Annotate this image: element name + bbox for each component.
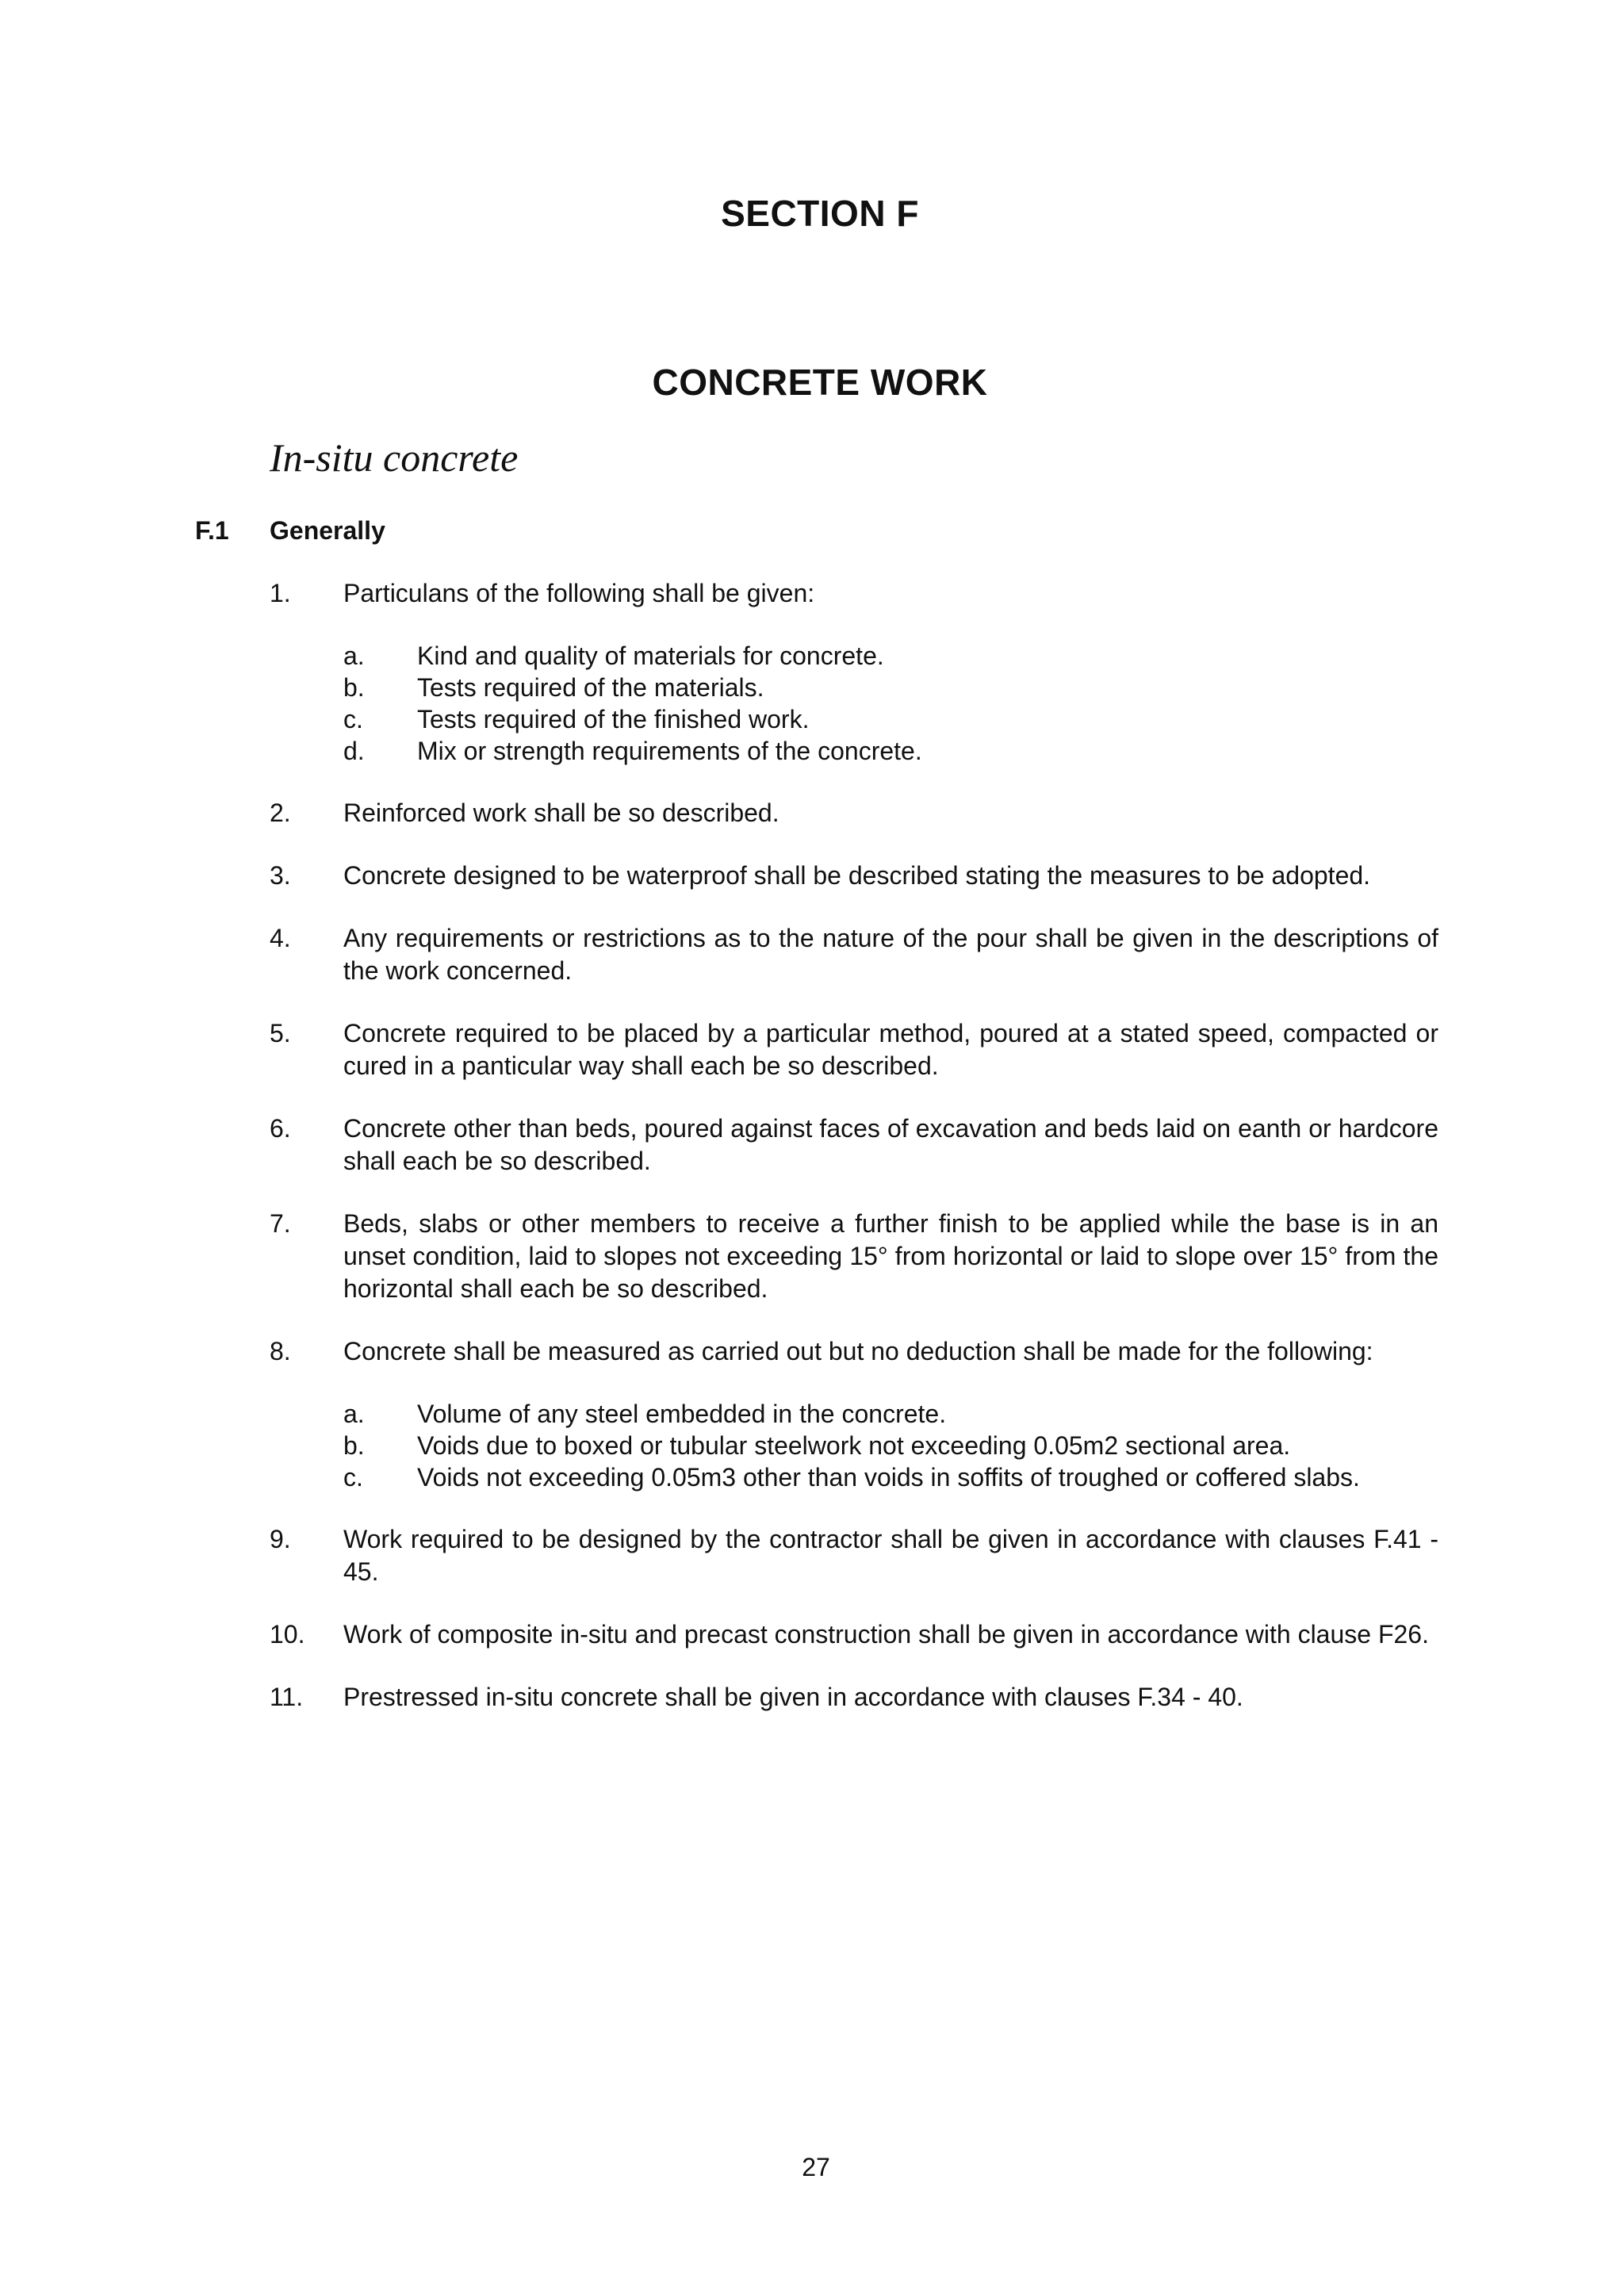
sub-item-letter: b. bbox=[343, 1431, 365, 1460]
item-number: 7. bbox=[270, 1209, 291, 1238]
item-text: Reinforced work shall be so described. bbox=[343, 798, 779, 827]
sub-item-letter: c. bbox=[343, 705, 363, 733]
item-number: 3. bbox=[270, 861, 291, 890]
list-item bbox=[270, 922, 1438, 987]
list-item bbox=[270, 860, 1438, 892]
list-item bbox=[270, 1618, 1438, 1651]
item-number: 10. bbox=[270, 1620, 305, 1649]
sub-item-letter: d. bbox=[343, 737, 365, 765]
sub-list bbox=[343, 1398, 1438, 1493]
item-text: Work of composite in-situ and precast construction shall be given in accordance with clause F26. bbox=[343, 1620, 1429, 1649]
item-text: Particulans of the following shall be given: bbox=[343, 579, 815, 607]
item-text: Concrete other than beds, poured against faces of excavation and beds laid on eanth or hardcore shall each be so described. bbox=[343, 1114, 1438, 1175]
list-item bbox=[270, 1335, 1438, 1493]
sub-list-item bbox=[343, 735, 1438, 767]
list-item bbox=[270, 1113, 1438, 1178]
sub-list-item bbox=[343, 672, 1438, 703]
subheading: In-situ concrete bbox=[270, 435, 519, 480]
sub-item-letter: c. bbox=[343, 1463, 363, 1492]
sub-item-text: Volume of any steel embedded in the concrete. bbox=[417, 1400, 947, 1428]
sub-item-letter: b. bbox=[343, 673, 365, 702]
sub-item-text: Tests required of the materials. bbox=[417, 673, 764, 702]
sub-item-text: Tests required of the finished work. bbox=[417, 705, 810, 733]
sub-item-text: Kind and quality of materials for concrete. bbox=[417, 641, 884, 670]
sub-list-item bbox=[343, 703, 1438, 735]
item-number: 2. bbox=[270, 798, 291, 827]
sub-item-letter: a. bbox=[343, 641, 365, 670]
item-number: 9. bbox=[270, 1525, 291, 1553]
clause-title: Generally bbox=[270, 516, 385, 545]
list-item bbox=[270, 1681, 1438, 1714]
item-text: Prestressed in-situ concrete shall be given in accordance with clauses F.34 - 40. bbox=[343, 1683, 1243, 1711]
item-number: 4. bbox=[270, 924, 291, 952]
item-text: Work required to be designed by the contractor shall be given in accordance with clauses F.41 - 45. bbox=[343, 1525, 1438, 1586]
item-number: 11. bbox=[270, 1683, 304, 1711]
sub-list bbox=[343, 640, 1438, 767]
item-text: Any requirements or restrictions as to the nature of the pour shall be given in the descriptions of the work concerned. bbox=[343, 924, 1438, 985]
page-number: 27 bbox=[802, 2153, 830, 2181]
sub-item-letter: a. bbox=[343, 1400, 365, 1428]
list-item bbox=[270, 1017, 1438, 1082]
sub-item-text: Voids not exceeding 0.05m3 other than voids in soffits of troughed or coffered slabs. bbox=[417, 1463, 1360, 1492]
chapter-title: CONCRETE WORK bbox=[652, 362, 988, 403]
item-text: Concrete shall be measured as carried out but no deduction shall be made for the following: bbox=[343, 1337, 1373, 1365]
item-text: Concrete required to be placed by a particular method, poured at a stated speed, compacted or cured in a panticular way shall each be so described. bbox=[343, 1019, 1438, 1080]
list-item bbox=[270, 1208, 1438, 1305]
clause-number: F.1 bbox=[195, 516, 229, 545]
item-number: 5. bbox=[270, 1019, 291, 1047]
clause-items-list bbox=[270, 577, 1438, 1744]
sub-item-text: Mix or strength requirements of the concrete. bbox=[417, 737, 922, 765]
item-number: 6. bbox=[270, 1114, 291, 1143]
sub-list-item bbox=[343, 1430, 1438, 1461]
list-item bbox=[270, 797, 1438, 829]
sub-item-text: Voids due to boxed or tubular steelwork not exceeding 0.05m2 sectional area. bbox=[417, 1431, 1291, 1460]
list-item bbox=[270, 577, 1438, 767]
item-text: Concrete designed to be waterproof shall be described stating the measures to be adopted. bbox=[343, 861, 1371, 890]
list-item bbox=[270, 1523, 1438, 1588]
sub-list-item bbox=[343, 1398, 1438, 1430]
section-title: SECTION F bbox=[721, 193, 919, 234]
item-number: 1. bbox=[270, 579, 291, 607]
sub-list-item bbox=[343, 1461, 1438, 1493]
item-number: 8. bbox=[270, 1337, 291, 1365]
sub-list-item bbox=[343, 640, 1438, 672]
item-text: Beds, slabs or other members to receive a further finish to be applied while the base is in an unset condition, laid to slopes not exceeding 15° from horizontal or laid to slope over 15° from the horizontal shall each be so described. bbox=[343, 1209, 1438, 1303]
